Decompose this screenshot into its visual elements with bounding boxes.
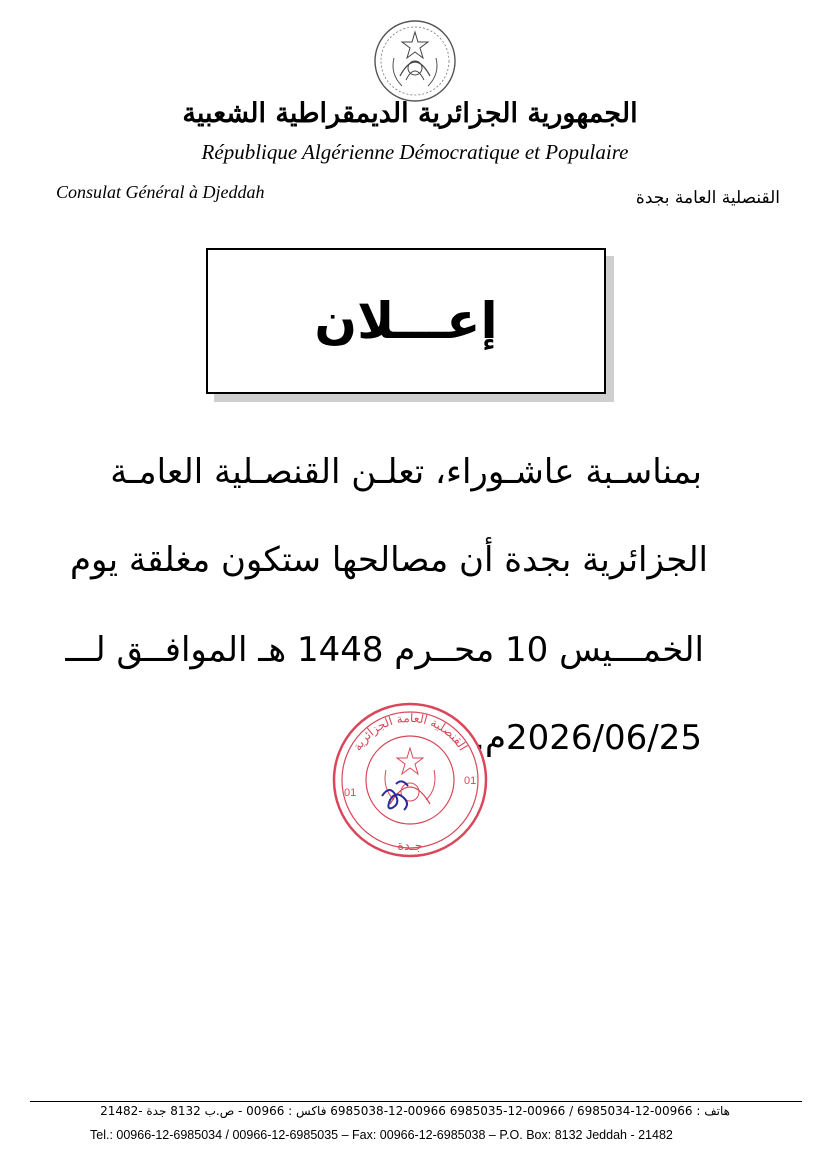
republic-title-arabic: الجمهورية الجزائرية الديمقراطية الشعبية: [182, 98, 638, 129]
footer-contacts-arabic: هاتف : 00966-12-6985034 / 00966-12-6985035 00966-12-6985038 فاكس : 00966 - ص.ب 8132 جدة -21482: [100, 1104, 730, 1118]
consulate-name-french: Consulat Général à Djeddah: [56, 182, 265, 202]
footer-divider: [30, 1101, 802, 1102]
announcement-title: إعـــلان: [314, 292, 498, 350]
seal-number-right: 01: [464, 775, 477, 787]
notice-line-1: بمناسـبة عاشـوراء، تعلـن القنصـلية العامـة: [110, 452, 702, 492]
notice-line-4-date: 2026/06/25م.: [474, 718, 702, 758]
notice-line-3: الخمـــيس 10 محــرم 1448 هـ الموافــق لـــ: [65, 630, 704, 670]
footer-contacts-english: Tel.: 00966-12-6985034 / 00966-12-6985035 – Fax: 00966-12-6985038 – P.O. Box: 8132 Jeddah - 21482: [90, 1128, 673, 1142]
seal-number-left: 01: [344, 787, 357, 799]
consulate-seal-icon: [330, 700, 490, 860]
seal-text-bottom: جـدة: [397, 839, 423, 854]
consulate-name-arabic: القنصلية العامة بجدة: [635, 188, 780, 208]
republic-title-french: République Algérienne Démocratique et Populaire: [201, 140, 629, 164]
seal-text-top: القنصلية العامة الجزائرية: [350, 710, 471, 754]
notice-line-2: الجزائرية بجدة أن مصالحها ستكون مغلقة يوم: [69, 540, 708, 580]
announcement-box: [206, 248, 606, 394]
algeria-emblem-icon: [372, 18, 458, 104]
